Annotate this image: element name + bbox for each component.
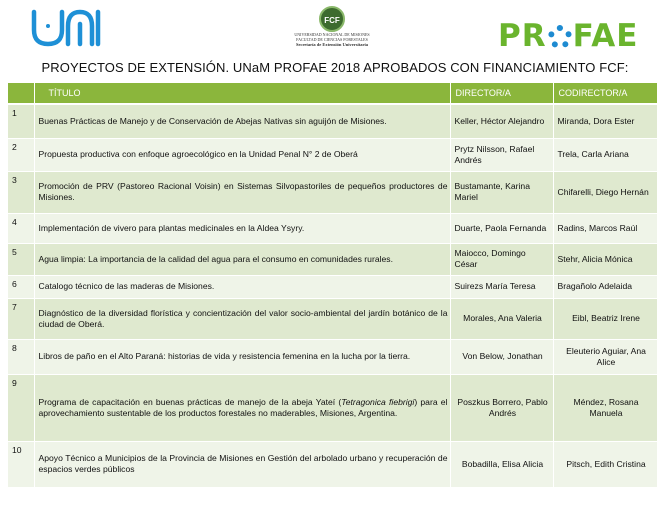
- table-row: [8, 374, 657, 441]
- project-codirector: Trela, Carla Ariana: [553, 138, 657, 171]
- col-header-num: [8, 83, 34, 104]
- project-title: Apoyo Técnico a Municipios de la Provincia de Misiones en Gestión del arbolado urbano y recuperación de espacios verdes públicos: [34, 441, 450, 487]
- table-row: [8, 213, 657, 243]
- project-title: Libros de paño en el Alto Paraná: historias de vida y resistencia femenina en la lucha por la tierra.: [34, 339, 450, 374]
- table-row: [8, 441, 657, 487]
- project-codirector: Méndez, Rosana Manuela: [553, 374, 657, 441]
- project-codirector: Chifarelli, Diego Hernán: [553, 171, 657, 213]
- row-number: 7: [8, 298, 34, 339]
- row-number: 9: [8, 374, 34, 441]
- fcf-secretariat: Secretaría de Extensión Universitaria: [295, 42, 369, 47]
- project-title: Promoción de PRV (Pastoreo Racional Voisin) en Sistemas Silvopastoriles de pequeños productores de Misiones.: [34, 171, 450, 213]
- fcf-seal: FCF: [319, 6, 345, 32]
- fcf-logo: [282, 6, 382, 54]
- header-logos: [0, 0, 670, 60]
- unam-logo: [28, 6, 108, 50]
- row-number: 2: [8, 138, 34, 171]
- project-director: Von Below, Jonathan: [450, 339, 553, 374]
- row-number: 3: [8, 171, 34, 213]
- project-title: Catalogo técnico de las maderas de Misiones.: [34, 275, 450, 298]
- table-row: [8, 138, 657, 171]
- project-director: Poszkus Borrero, Pablo Andrés: [450, 374, 553, 441]
- profae-fae: FAE: [572, 18, 639, 54]
- project-director: Suirezs María Teresa: [450, 275, 553, 298]
- project-title: Agua limpia: La importancia de la calidad del agua para el consumo en comunidades rurales.: [34, 243, 450, 275]
- project-title: Buenas Prácticas de Manejo y de Conservación de Abejas Nativas sin aguijón de Misiones.: [34, 104, 450, 138]
- fcf-faculty: FACULTAD DE CIENCIAS FORESTALES: [296, 37, 368, 42]
- project-title: Diagnóstico de la diversidad florística y concientización del valor socio-ambiental del jardín botánico de la ciudad de Oberá.: [34, 298, 450, 339]
- fcf-university: UNIVERSIDAD NACIONAL DE MISIONES: [294, 32, 370, 37]
- project-codirector: Radins, Marcos Raúl: [553, 213, 657, 243]
- col-header-director: DIRECTOR/A: [450, 83, 553, 104]
- project-director: Bustamante, Karina Mariel: [450, 171, 553, 213]
- species-name: Tetragonica fiebrigi: [341, 396, 415, 407]
- project-codirector: Stehr, Alicia Mónica: [553, 243, 657, 275]
- project-codirector: Pitsch, Edith Cristina: [553, 441, 657, 487]
- project-director: Bobadilla, Elisa Alicia: [450, 441, 553, 487]
- table-row: [8, 243, 657, 275]
- project-title-part: ) para el aprovechamiento sustentable de los productos forestales no maderables, Misiones, Argentina.: [38, 396, 448, 418]
- col-header-codirector: CODIRECTOR/A: [553, 83, 657, 104]
- profae-logo: [498, 18, 638, 54]
- project-director: Morales, Ana Valeria: [450, 298, 553, 339]
- row-number: 10: [8, 441, 34, 487]
- project-codirector: Eleuterio Aguiar, Ana Alice: [553, 339, 657, 374]
- project-title: Propuesta productiva con enfoque agroecológico en la Unidad Penal N° 2 de Oberá: [34, 138, 450, 171]
- project-director: Prytz Nilsson, Rafael Andrés: [450, 138, 553, 171]
- col-header-titulo: TÍTULO: [34, 83, 450, 104]
- row-number: 1: [8, 104, 34, 138]
- row-number: 4: [8, 213, 34, 243]
- project-codirector: Eibl, Beatriz Irene: [553, 298, 657, 339]
- table-row: [8, 104, 657, 138]
- row-number: 5: [8, 243, 34, 275]
- table-header-row: [8, 83, 657, 104]
- table-row: [8, 298, 657, 339]
- project-codirector: Miranda, Dora Ester: [553, 104, 657, 138]
- project-director: Duarte, Paola Fernanda: [450, 213, 553, 243]
- project-codirector: Bragañolo Adelaida: [553, 275, 657, 298]
- page-title: PROYECTOS DE EXTENSIÓN. UNaM PROFAE 2018 APROBADOS CON FINANCIAMIENTO FCF:: [41, 60, 629, 75]
- row-number: 8: [8, 339, 34, 374]
- project-title: [34, 374, 450, 441]
- project-title-part: Programa de capacitación en buenas prácticas de manejo de la abeja Yateí (: [38, 396, 342, 407]
- profae-o-icon: [548, 25, 572, 49]
- project-director: Maiocco, Domingo César: [450, 243, 553, 275]
- profae-pr: PR: [498, 18, 547, 54]
- projects-table: [8, 83, 658, 488]
- table-row: [8, 275, 657, 298]
- table-row: [8, 339, 657, 374]
- project-director: Keller, Héctor Alejandro: [450, 104, 553, 138]
- table-row: [8, 171, 657, 213]
- row-number: 6: [8, 275, 34, 298]
- project-title: Implementación de vivero para plantas medicinales en la Aldea Ysyry.: [34, 213, 450, 243]
